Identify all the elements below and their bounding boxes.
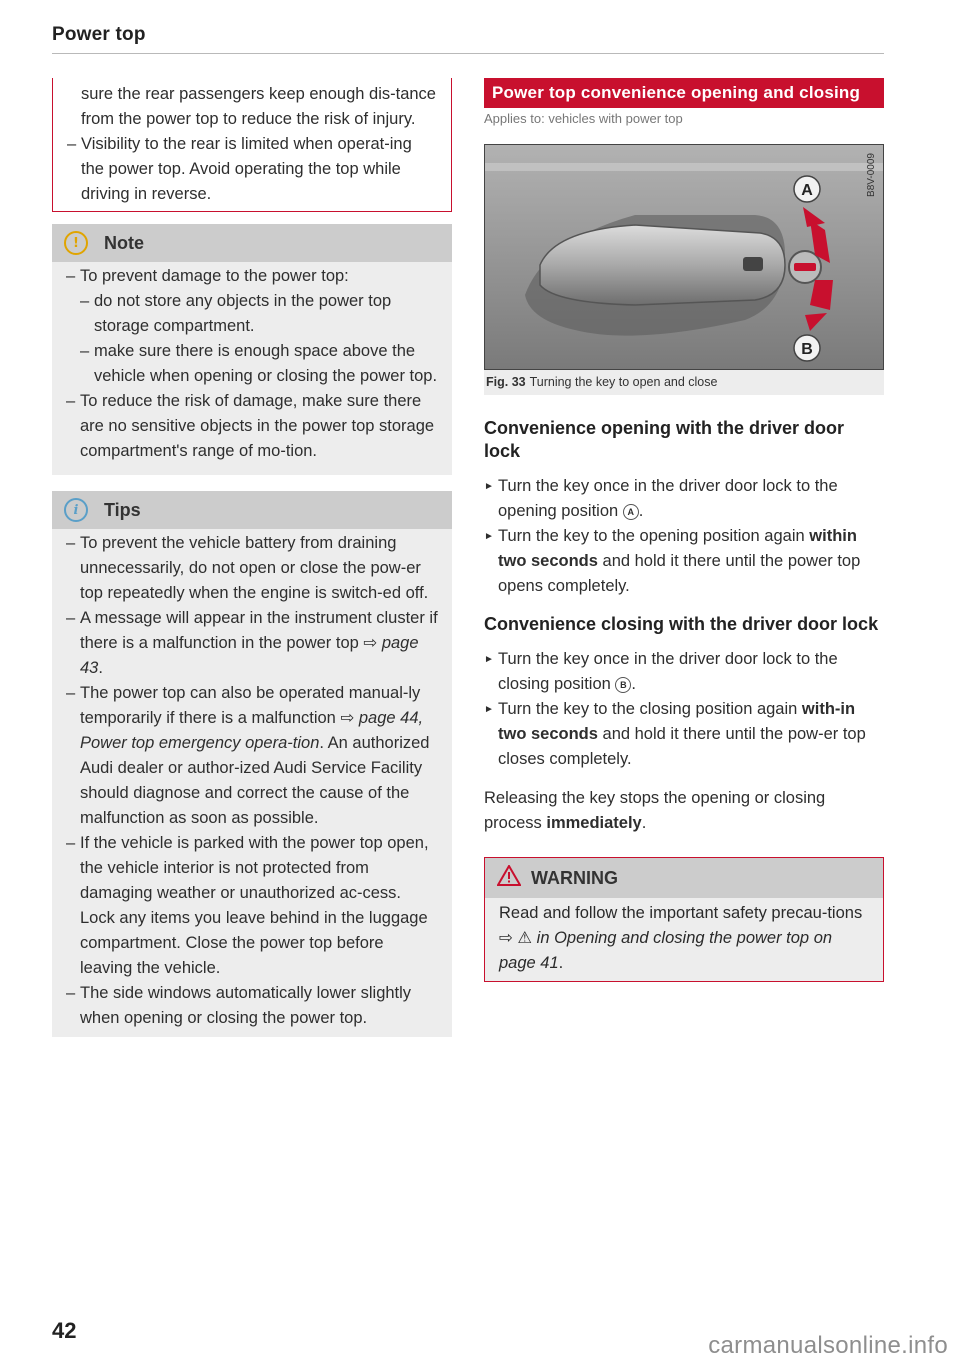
applies-to: Applies to: vehicles with power top xyxy=(484,111,683,126)
list-item xyxy=(66,264,440,389)
figure-caption xyxy=(484,370,884,395)
list-item: – make sure there is enough space above the vehicle when opening or closing the power top. xyxy=(80,339,440,389)
page-reference-link[interactable]: ⇨ page 43 xyxy=(80,634,419,677)
label-b: B xyxy=(801,341,813,358)
list-item: ► Turn the key once in the driver door lock to the closing position B . xyxy=(484,647,884,697)
note-item-text: To prevent damage to the power top: xyxy=(80,267,349,285)
door-handle-graphic xyxy=(485,145,883,369)
position-badge: B xyxy=(615,677,631,693)
closing-heading: Convenience closing with the driver door lock xyxy=(484,614,879,634)
list-item: ► Turn the key once in the driver door lock to the opening position A . xyxy=(484,474,884,524)
release-text: Releasing the key stops the opening or closing process xyxy=(484,789,826,832)
step-text: Turn the key once in the driver door lock to the opening position xyxy=(498,477,838,520)
list-item xyxy=(484,697,884,772)
list-item: – If the vehicle is parked with the power top open, the vehicle interior is not protected from damaging weather or unauthorized ac-cess. Lock any items you leave behind in the luggage compartment. Close the power top before leaving the vehicle. xyxy=(66,831,440,981)
step-text: Turn the key once in the driver door lock to the closing position xyxy=(498,650,838,693)
tips-box xyxy=(52,491,452,1037)
note-body xyxy=(52,262,452,475)
note-title: Note xyxy=(104,232,144,253)
warning-continuation-list xyxy=(67,132,437,207)
step-text: Turn the key to the closing position again xyxy=(498,700,802,718)
list-item xyxy=(66,606,440,681)
tips-text: The power top can also be operated manual-ly temporarily if there is a malfunction xyxy=(80,684,421,727)
page-reference-link[interactable]: ⇨ page 44, Power top emergency opera-tion xyxy=(80,709,424,752)
figure-number: Fig. 33 xyxy=(486,375,526,389)
right-column xyxy=(484,78,884,982)
tips-text: . xyxy=(98,659,103,677)
opening-heading: Convenience opening with the driver door lock xyxy=(484,418,845,461)
position-badge: A xyxy=(623,504,639,520)
step-emphasis: with-in two seconds xyxy=(498,700,856,743)
tips-text: A message will appear in the instrument cluster if there is a malfunction in the power top xyxy=(80,609,438,652)
note-box xyxy=(52,224,452,475)
note-icon: ! xyxy=(64,231,88,255)
list-item: – do not store any objects in the power top storage compartment. xyxy=(80,289,440,339)
list-item xyxy=(66,681,440,831)
warning-triangle-icon xyxy=(497,865,521,891)
list-item: – To prevent the vehicle battery from draining unnecessarily, do not open or close the pow-er top repeatedly when the engine is switch-ed off. xyxy=(66,531,440,606)
warning-text: . xyxy=(558,954,564,972)
step-text: and hold it there until the power top opens completely. xyxy=(498,552,861,595)
figure-code: B8V-0009 xyxy=(866,153,877,197)
warning-header xyxy=(485,858,883,898)
note-sublist xyxy=(80,289,440,389)
step-text: and hold it there until the pow-er top closes completely. xyxy=(498,725,866,768)
warning-continuation-box xyxy=(52,78,452,212)
list-item: – Visibility to the rear is limited when operat-ing the power top. Avoid operating the top while driving in reverse. xyxy=(67,132,437,207)
left-column xyxy=(52,78,452,1037)
list-item: – To reduce the risk of damage, make sure there are no sensitive objects in the power top storage compartment's range of mo-tion. xyxy=(66,389,440,464)
note-header xyxy=(52,224,452,262)
release-text: . xyxy=(641,814,647,832)
step-emphasis: within two seconds xyxy=(498,527,857,570)
list-item xyxy=(484,524,884,599)
warning-text: Read and follow the important safety precau-tions xyxy=(499,904,863,922)
note-list xyxy=(66,264,440,464)
info-icon: i xyxy=(64,498,88,522)
label-a: A xyxy=(801,182,813,199)
tips-title: Tips xyxy=(104,499,141,520)
closing-steps xyxy=(484,647,884,772)
section-title: Power top convenience opening and closing xyxy=(484,78,884,108)
page-number: 42 xyxy=(52,1318,77,1343)
tips-body xyxy=(52,529,452,1037)
release-paragraph xyxy=(484,786,884,836)
page-header: Power top xyxy=(52,24,146,45)
figure-33 xyxy=(484,144,884,395)
list-item: – The side windows automatically lower slightly when opening or closing the power top. xyxy=(66,981,440,1031)
page-reference-link[interactable]: ⇨ ⚠ in Opening and closing the power top on page 41 xyxy=(499,929,833,972)
opening-steps xyxy=(484,474,884,599)
release-emphasis: immediately xyxy=(546,814,642,832)
tips-list xyxy=(66,531,440,1031)
step-text: Turn the key to the opening position again xyxy=(498,527,810,545)
warning-continuation-text: sure the rear passengers keep enough dis-tance from the power top to reduce the risk of injury. xyxy=(81,85,436,128)
warning-body xyxy=(485,898,883,981)
tips-header xyxy=(52,491,452,529)
door-handle-illustration xyxy=(484,144,884,370)
header-divider xyxy=(52,53,884,54)
tips-text: . An authorized Audi dealer or author-ized Audi Service Facility should diagnose and correct the cause of the malfunction as soon as possible. xyxy=(80,734,430,827)
figure-caption-text: Turning the key to open and close xyxy=(529,375,718,389)
warning-box xyxy=(484,857,884,982)
watermark: carmanualsonline.info xyxy=(708,1332,948,1359)
warning-title: WARNING xyxy=(531,867,618,888)
